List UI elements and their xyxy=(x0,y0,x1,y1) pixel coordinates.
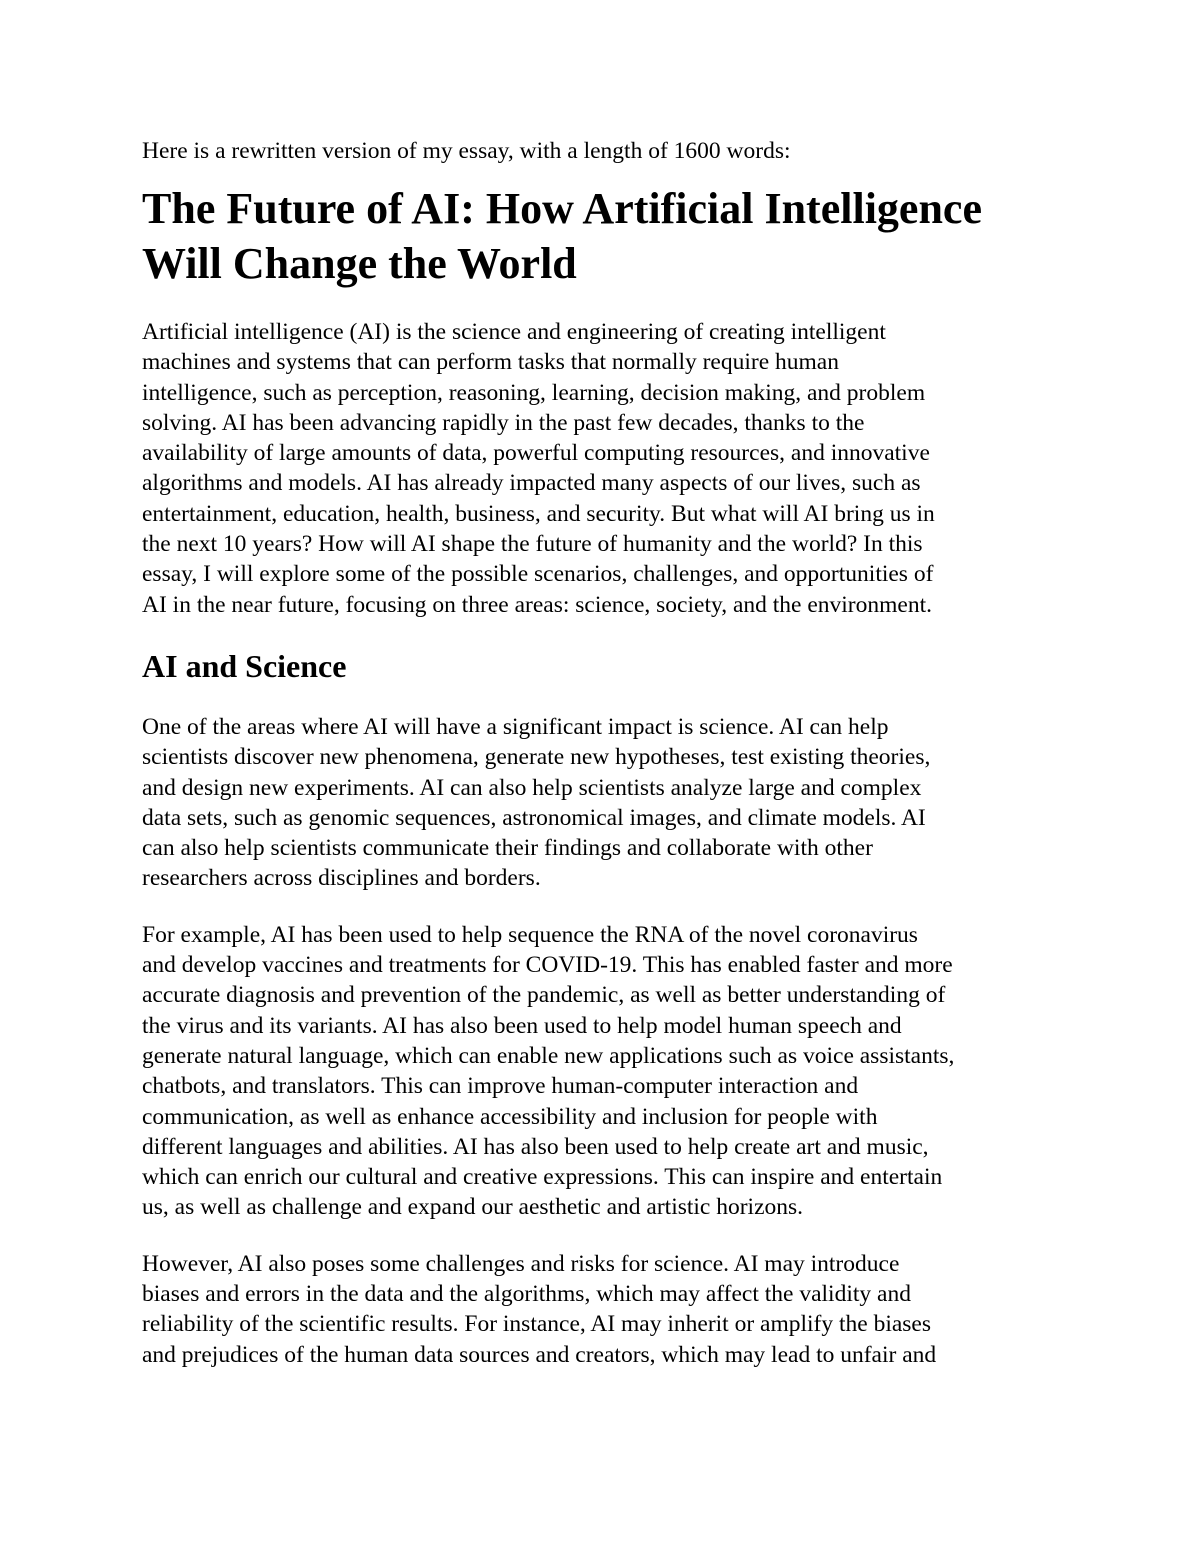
text-line: AI in the near future, focusing on three areas: science, society, and the environment. xyxy=(142,591,932,618)
text-line: and prejudices of the human data sources and creators, which may lead to unfair and xyxy=(142,1341,937,1368)
text-line: data sets, such as genomic sequences, astronomical images, and climate models. AI xyxy=(142,804,926,831)
text-line: essay, I will explore some of the possible scenarios, challenges, and opportunities of xyxy=(142,561,934,588)
text-line: chatbots, and translators. This can improve human-computer interaction and xyxy=(142,1073,859,1100)
paragraph-challenges xyxy=(142,1249,1072,1370)
text-line: can also help scientists communicate their findings and collaborate with other xyxy=(142,835,873,862)
text-line: reliability of the scientific results. For instance, AI may inherit or amplify the biases xyxy=(142,1311,932,1338)
essay-title xyxy=(142,181,1072,291)
text-line: Artificial intelligence (AI) is the science and engineering of creating intelligent xyxy=(142,319,886,345)
text-line: entertainment, education, health, business, and security. But what will AI bring us in xyxy=(142,500,935,527)
text-line: generate natural language, which can enable new applications such as voice assistants, xyxy=(142,1042,955,1069)
text-line: availability of large amounts of data, powerful computing resources, and innovative xyxy=(142,440,930,467)
text-line: intelligence, such as perception, reasoning, learning, decision making, and problem xyxy=(142,379,926,406)
paragraph-examples xyxy=(142,920,1072,1223)
text-line: solving. AI has been advancing rapidly in the past few decades, thanks to the xyxy=(142,409,865,436)
text-line: biases and errors in the data and the algorithms, which may affect the validity and xyxy=(142,1281,911,1308)
text-line: which can enrich our cultural and creative expressions. This can inspire and entertain xyxy=(142,1164,943,1191)
text-line: algorithms and models. AI has already impacted many aspects of our lives, such as xyxy=(142,470,921,497)
title-line: The Future of AI: How Artificial Intelligence xyxy=(142,184,982,233)
text-line: machines and systems that can perform tasks that normally require human xyxy=(142,349,839,376)
text-line: communication, as well as enhance accessibility and inclusion for people with xyxy=(142,1103,878,1130)
text-line: and design new experiments. AI can also help scientists analyze large and complex xyxy=(142,774,922,801)
text-line: One of the areas where AI will have a significant impact is science. AI can help xyxy=(142,713,889,740)
text-line: However, AI also poses some challenges and risks for science. AI may introduce xyxy=(142,1250,900,1277)
text-line: researchers across disciplines and borders. xyxy=(142,865,541,892)
document-body xyxy=(142,136,1072,1396)
text-line: the virus and its variants. AI has also been used to help model human speech and xyxy=(142,1012,902,1039)
text-line: For example, AI has been used to help sequence the RNA of the novel coronavirus xyxy=(142,921,918,948)
paragraph-introduction xyxy=(142,317,1072,620)
title-line: Will Change the World xyxy=(142,239,577,288)
text-line: the next 10 years? How will AI shape the future of humanity and the world? In this xyxy=(142,531,923,558)
text-line: and develop vaccines and treatments for COVID-19. This has enabled faster and more xyxy=(142,952,953,979)
section-heading: AI and Science xyxy=(142,647,347,684)
text-line: different languages and abilities. AI has also been used to help create art and music, xyxy=(142,1133,929,1160)
text-line: accurate diagnosis and prevention of the pandemic, as well as better understanding of xyxy=(142,982,946,1009)
text-line: scientists discover new phenomena, generate new hypotheses, test existing theories, xyxy=(142,744,931,771)
intro-line: Here is a rewritten version of my essay, with a length of 1600 words: xyxy=(142,138,791,164)
text-line: us, as well as challenge and expand our aesthetic and artistic horizons. xyxy=(142,1194,804,1221)
paragraph-science-impact xyxy=(142,712,1072,894)
